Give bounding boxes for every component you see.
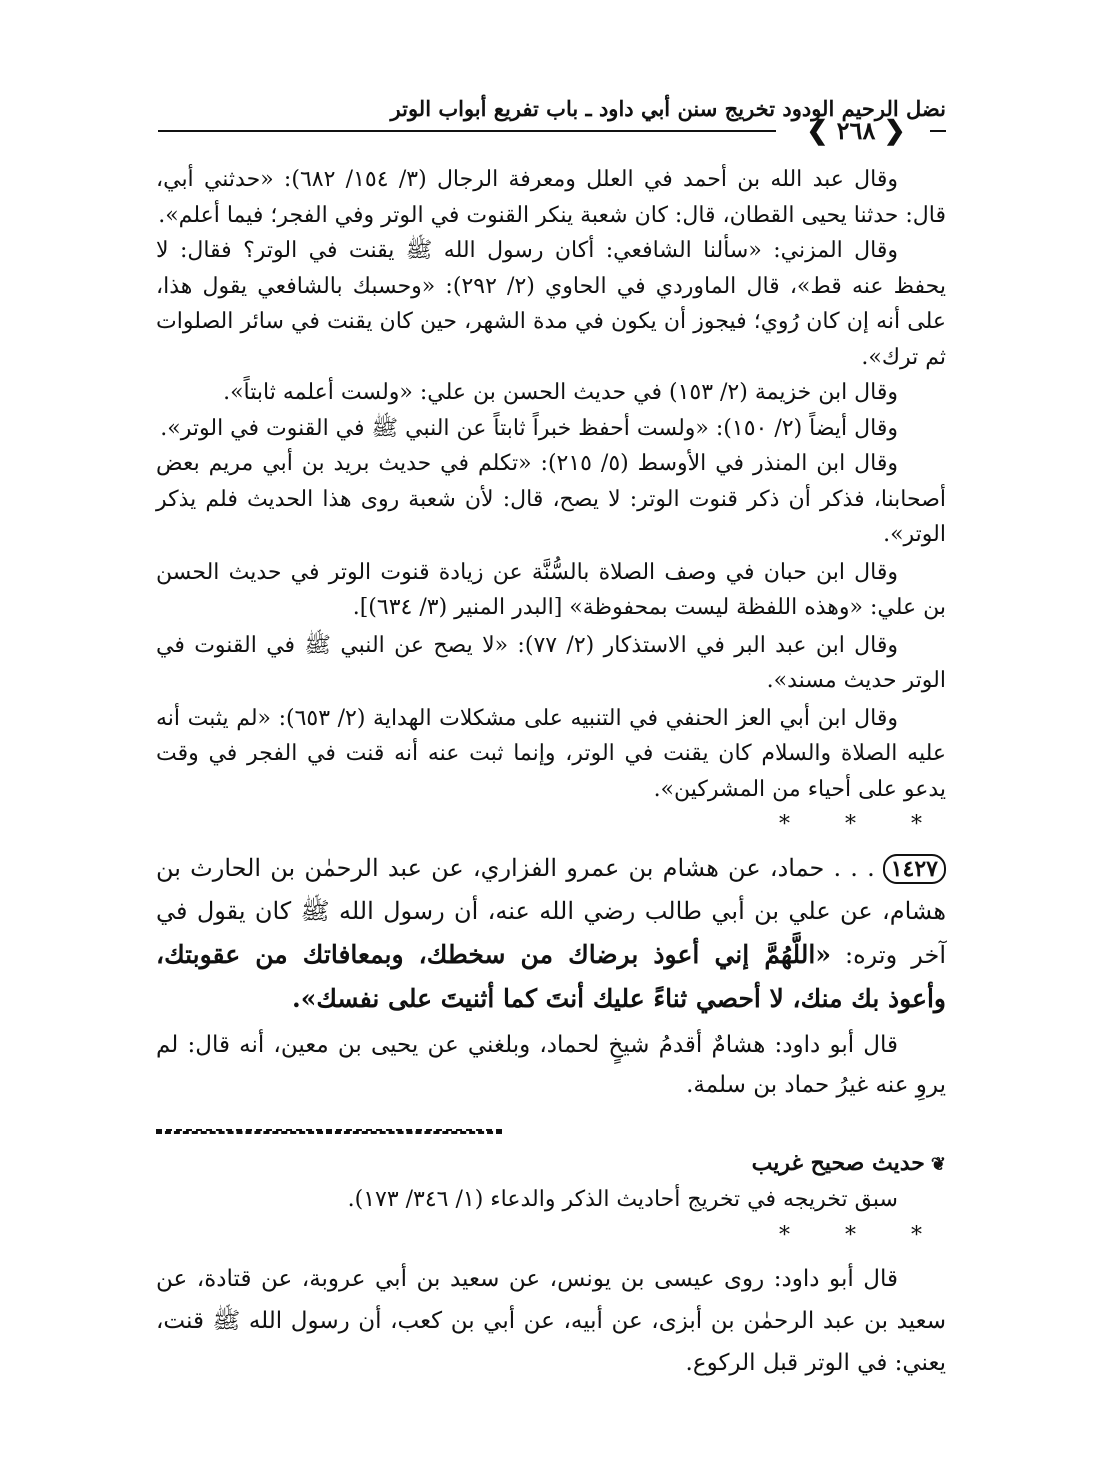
paragraph-ibn-hibban: وقال ابن حبان في وصف الصلاة بالسُّنَّة عن زيادة قنوت الوتر في حديث الحسن بن علي: «وهذه اللفظة ليست بمحفوظة» [البدر المنير (٣/ ٦٣٤)]. [156, 559, 946, 620]
hadith-grade [156, 1146, 946, 1182]
page-number-bracket-left-icon: ❯ [806, 116, 829, 146]
takhrij-note: سبق تخريجه في تخريج أحاديث الذكر والدعاء (١/ ٣٤٦/ ١٧٣). [347, 1187, 898, 1212]
page-number [786, 114, 926, 148]
paragraph-ibn-al-mundhir: وقال ابن المنذر في الأوسط (٥/ ٢١٥): «تكلم في حديث بريد بن أبي مريم بعض أصحابنا، فذكر أن ذكر قنوت الوتر: لا يصح، قال: لأن شعبة روى هذا الحديث فلم يذكر الوتر». [156, 451, 946, 547]
paragraph-ibn-khuzaymah-2: وقال أيضاً (٢/ ١٥٠): «ولست أحفظ خبراً ثابتاً عن النبي ﷺ في القنوت في الوتر». [160, 415, 898, 441]
section-rule [156, 1129, 502, 1134]
final-paragraph: قال أبو داود: روى عيسى بن يونس، عن سعيد بن أبي عروبة، عن قتادة، عن سعيد بن عبد الرحمٰن بن أبزى، عن أبيه، عن أبي بن كعب، أن رسول الله ﷺ قنت، يعني: في الوتر قبل الركوع. [156, 1266, 946, 1376]
page-number-bracket-right-icon: ❮ [883, 116, 906, 146]
hadith-number: ١٤٢٧ [883, 854, 946, 884]
main-text [156, 162, 946, 1384]
paragraph-abdullah-ahmad: وقال عبد الله بن أحمد في العلل ومعرفة الرجال (٣/ ١٥٤/ ٦٨٢): «حدثني أبي، قال: حدثنا يحيى القطان، قال: كان شعبة ينكر القنوت في الوتر وفي الفجر؛ فيما أعلم». [156, 167, 946, 228]
header-rule-right [930, 130, 946, 132]
paragraph-ibn-khuzaymah: وقال ابن خزيمة (٢/ ١٥٣) في حديث الحسن بن علي: «ولست أعلمه ثابتاً». [223, 380, 898, 405]
paragraph-ibn-abi-al-izz: وقال ابن أبي العز الحنفي في التنبيه على مشكلات الهداية (٢/ ٦٥٣): «لم يثبت أنه عليه الصلاة والسلام كان يقنت في الوتر، وإنما ثبت عنه أنه قنت في الفجر في وقت يدعو على أحياء من المشركين». [156, 705, 946, 802]
running-title: نضل الرحيم الودود تخريج سنن أبي داود ـ باب تفريع أبواب الوتر [390, 96, 946, 121]
hadith-dua: «اللَّهُمَّ إني أعوذ برضاك من سخطك، وبمعافاتك من عقوبتك، وأعوذ بك منك، لا أحصي ثناءً عليك أنتَ كما أثنيتَ على نفسك». [156, 940, 946, 1013]
paragraph-ibn-abd-al-barr: وقال ابن عبد البر في الاستذكار (٢/ ٧٧): «لا يصح عن النبي ﷺ في القنوت في الوتر حديث مسند». [156, 632, 946, 693]
section-separator-2: * * * [779, 1223, 946, 1248]
hadith-grade-text: حديث صحيح غريب [751, 1150, 925, 1176]
page-number-value: ٢٦٨ [836, 116, 876, 145]
section-separator: * * * [779, 812, 946, 837]
header-rule-left [158, 130, 776, 132]
scroll-icon: ❦ [930, 1154, 946, 1175]
abu-dawud-note: قال أبو داود: هشامٌ أقدمُ شيخٍ لحماد، وبلغني عن يحيى بن معين، أنه قال: لم يروِ عنه غيرُ حماد بن سلمة. [156, 1032, 946, 1098]
paragraph-muzani: وقال المزني: «سألنا الشافعي: أكان رسول الله ﷺ يقنت في الوتر؟ فقال: لا يحفظ عنه قط»، قال الماوردي في الحاوي (٢/ ٢٩٢): «وحسبك بالشافعي يقول هذا، على أنه إن كان رُوي؛ فيجوز أن يكون في مدة الشهر، حين كان يقنت في سائر الصلوات ثم ترك». [156, 238, 947, 370]
hadith-isnad: . . . حماد، عن هشام بن عمرو الفزاري، عن عبد الرحمٰن بن الحارث بن هشام، عن علي بن أبي طالب رضي الله عنه، أن رسول الله ﷺ كان يقول في آخر وتره: [156, 854, 946, 969]
hadith-text [156, 847, 946, 1021]
